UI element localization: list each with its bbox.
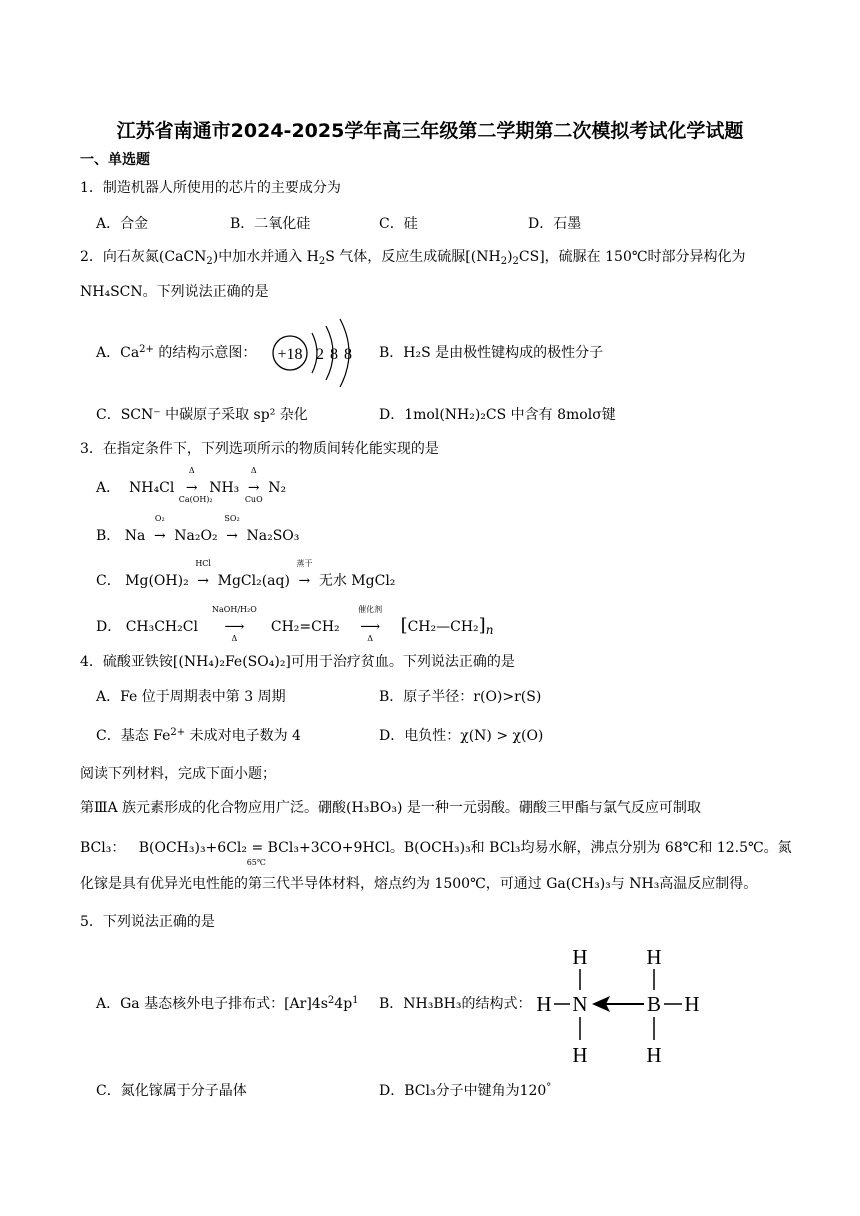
q4-stem: 4．硫酸亚铁铵[(NH₄)₂Fe(SO₄)₂]可用于治疗贫血。下列说法正确的是 [80,654,515,670]
atom-b: B [646,992,662,1016]
reading-paragraph-line2: BCl₃： B(OCH₃)₃+6Cl₂ = BCl₃+3CO+9HCl 65℃ 。B(OCH₃)₃和 BCl₃均易水解，沸点分别为 68℃和 12.5℃。氮 [80,840,792,867]
q1-option-b: B．二氧化硅 [230,216,311,232]
q1-option-d: D．石墨 [528,216,582,232]
q1-stem: 1．制造机器人所使用的芯片的主要成分为 [80,180,341,196]
q4-option-c: C．基态 $Fe^{2+}$ 未成对电子数为 4 [96,727,301,744]
reading-paragraph-line3: 化镓是具有优异光电性能的第三代半导体材料，熔点约为 1500℃，可通过 Ga(CH₃)₃与 NH₃高温反应制得。 [80,876,758,892]
q5-option-b: B．NH₃BH₃的结构式： [379,996,532,1012]
q2-stem-line1: 2．向石灰氮(CaCN$_2$)中加水并通入 $H_2S$ 气体，反应生成硫脲$[(NH_2)_2CS]$，硫脲在 150℃时部分异构化为 [80,249,746,267]
q5-option-c: C．氮化镓属于分子晶体 [96,1083,247,1099]
q5-stem: 5．下列说法正确的是 [80,914,215,930]
shell-electron-count-1: 2 [316,346,324,363]
q2-option-c: C．SCN⁻ 中碳原子采取 sp² 杂化 [96,407,308,423]
q3-option-a: A． NH₄Cl Δ → Ca(OH)₂ NH₃ Δ → CuO N₂ [96,466,287,504]
reading-intro: 阅读下列材料，完成下面小题； [80,766,276,782]
q5-option-a: A．Ga 基态核外电子排布式：$[Ar]4s^24p^1$ [96,995,359,1012]
shell-electron-count-3: 8 [344,346,352,363]
atom-h: H [536,992,552,1016]
page-title: 江苏省南通市2024-2025学年高三年级第二学期第二次模拟考试化学试题 [116,120,744,142]
q4-option-d: D．电负性：χ(N) > χ(O) [379,728,544,744]
q2-option-b: B．H₂S 是由极性键构成的极性分子 [379,345,604,361]
q5-option-d: D．BCl₃分子中键角为120° [379,1082,552,1099]
q1-option-c: C．硅 [379,216,418,232]
reading-paragraph-line1: 第ⅢA 族元素形成的化合物应用广泛。硼酸(H₃BO₃) 是一种一元弱酸。硼酸三甲酯与氯气反应可制取 [80,800,701,816]
atom-h: H [646,945,662,969]
nh3bh3-structure-diagram [530,940,710,1070]
q3-option-c: C． Mg(OH)₂ HCl → MgCl₂(aq) 蒸干 → 无水 MgCl₂ [96,559,396,589]
atom-n: N [572,992,588,1016]
section-heading: 一、单选题 [80,152,150,168]
q3-option-b: B． Na O₂ → Na₂O₂ SO₂ → Na₂SO₃ [96,514,300,544]
q3-option-d: D． CH₃CH₂Cl NaOH/H₂O ⟶ Δ CH₂=CH₂ 催化剂 ⟶ Δ $[CH_2—CH_2]_n$ [96,605,494,643]
atom-h: H [572,1043,588,1067]
atom-h: H [572,945,588,969]
q4-option-a: A．Fe 位于周期表中第 3 周期 [96,689,286,705]
shell-electron-count-2: 8 [330,346,338,363]
nucleus-charge: +18 [277,346,303,363]
q2-option-d: D．1mol(NH₂)₂CS 中含有 8molσ键 [379,407,616,423]
q1-option-a: A．合金 [96,216,149,232]
q4-option-b: B．原子半径：r(O)>r(S) [379,689,542,705]
atom-structure-diagram [268,316,368,390]
q3-stem: 3．在指定条件下，下列选项所示的物质间转化能实现的是 [80,441,439,457]
q2-option-a: A．$Ca^{2+}$ 的结构示意图： [96,344,257,361]
q2-stem-line2: NH₄SCN。下列说法正确的是 [80,284,269,300]
atom-h: H [684,992,700,1016]
atom-h: H [646,1043,662,1067]
